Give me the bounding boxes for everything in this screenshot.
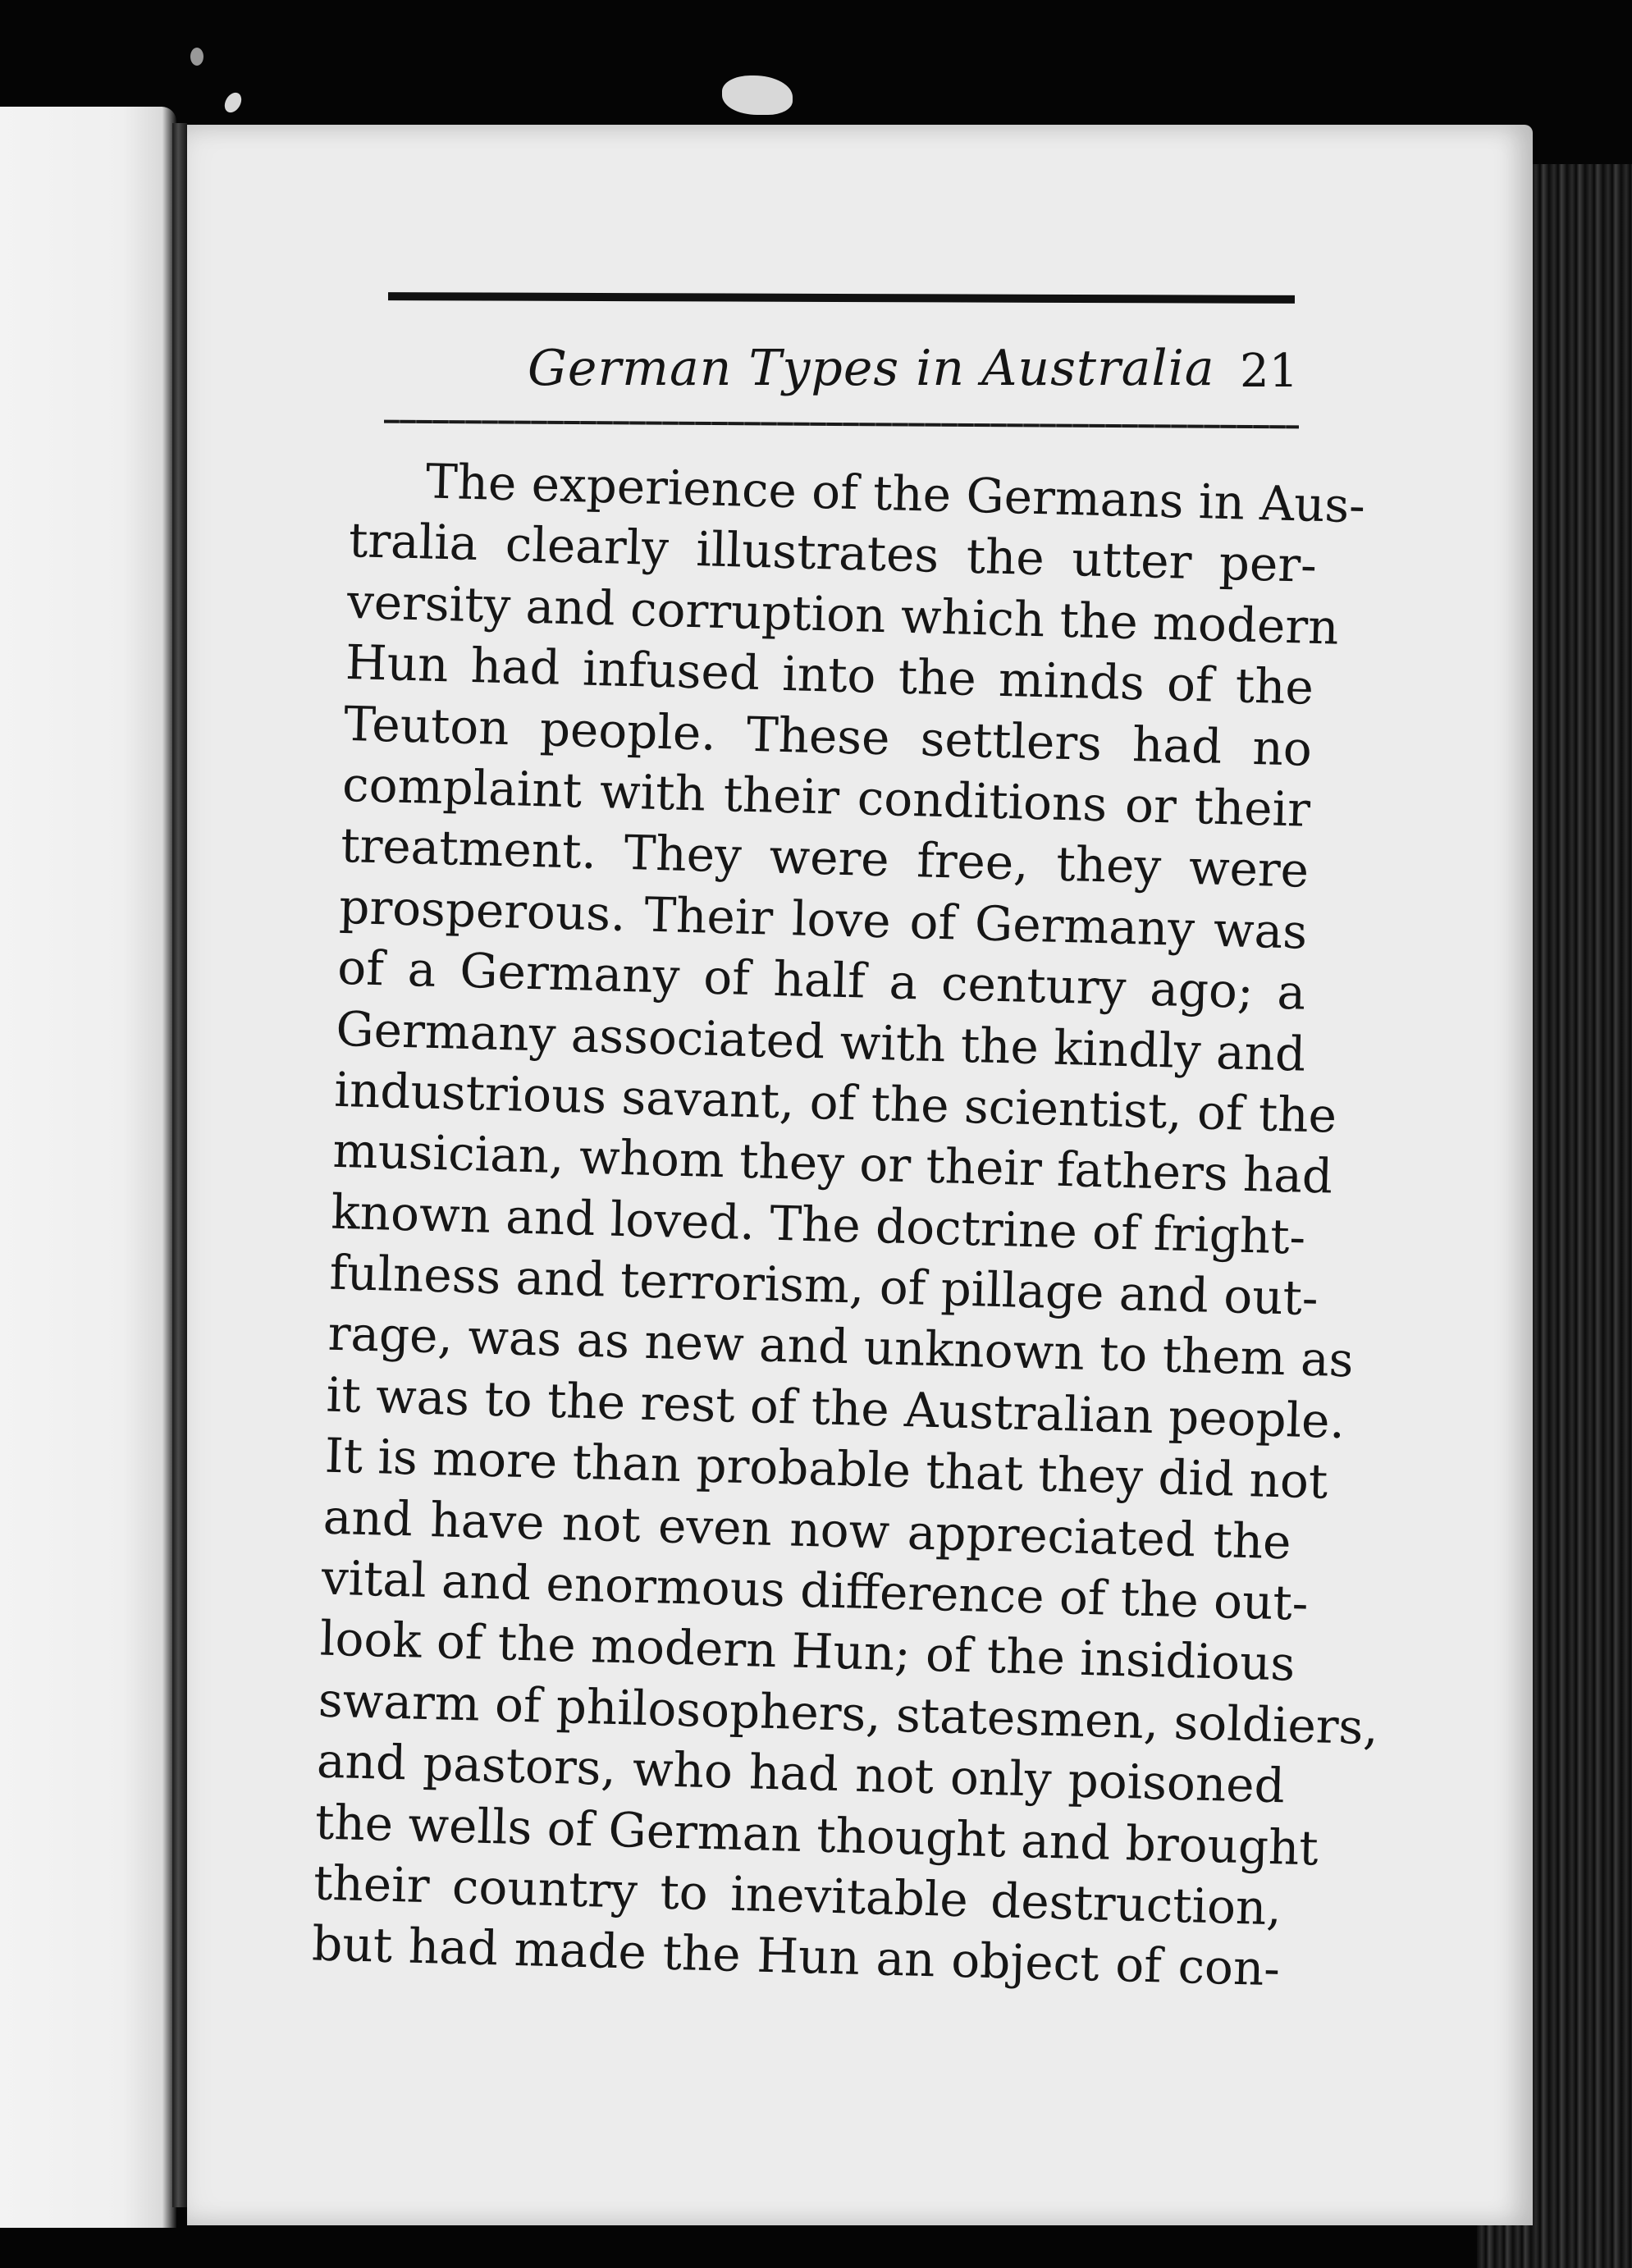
text-line: Teuton people. These settlers had no (343, 695, 1313, 777)
running-title: German Types in Australia (528, 340, 1215, 397)
book-gutter (172, 123, 187, 2207)
text-line: and have not even now appreciated the (322, 1488, 1292, 1571)
text-line: It is more than probable that they did not (323, 1427, 1329, 1510)
text-line: of a Germany of half a century ago; a (336, 939, 1306, 1021)
text-line: versity and corruption which the modern (346, 573, 1340, 656)
text-line: their country to inevitable destruction, (313, 1854, 1282, 1936)
text-line: rage, was as new and unknown to them as (327, 1305, 1355, 1388)
text-line: The experience of the Germans in Aus- (425, 453, 1366, 534)
text-line: and pastors, who had not only poisoned (316, 1732, 1286, 1814)
book-page (187, 125, 1533, 2225)
text-line: it was to the rest of the Australian people. (325, 1366, 1346, 1449)
header-underline (384, 420, 1299, 429)
text-line: look of the modern Hun; of the insidious (319, 1610, 1296, 1693)
body-text (311, 449, 1379, 2000)
text-line: Germany associated with the kindly and (335, 1000, 1307, 1082)
page-number: 21 (1240, 345, 1299, 398)
text-line: swarm of philosophers, statesmen, soldiers, (318, 1671, 1379, 1756)
text-line: Hun had infused into the minds of the (345, 634, 1314, 716)
text-line: prosperous. Their love of Germany was (338, 878, 1308, 960)
text-line: but had made the Hun an object of con- (311, 1915, 1281, 1997)
text-line: industrious savant, of the scientist, of the (333, 1061, 1337, 1144)
text-line: complaint with their conditions or their (341, 756, 1311, 838)
text-line: musician, whom they or their fathers had (331, 1123, 1333, 1205)
text-line: treatment. They were free, they were (340, 817, 1310, 899)
text-line: known and loved. The doctrine of fright- (330, 1183, 1307, 1265)
text-line: fulness and terrorism, of pillage and out- (328, 1244, 1319, 1327)
scan-artifact (190, 48, 203, 66)
text-line: tralia clearly illustrates the utter per- (348, 512, 1318, 594)
text-line: the wells of German thought and brought (314, 1794, 1319, 1877)
header-rule (388, 292, 1295, 304)
facing-page-edge (0, 107, 176, 2228)
text-line: vital and enormous difference of the out- (321, 1549, 1310, 1632)
